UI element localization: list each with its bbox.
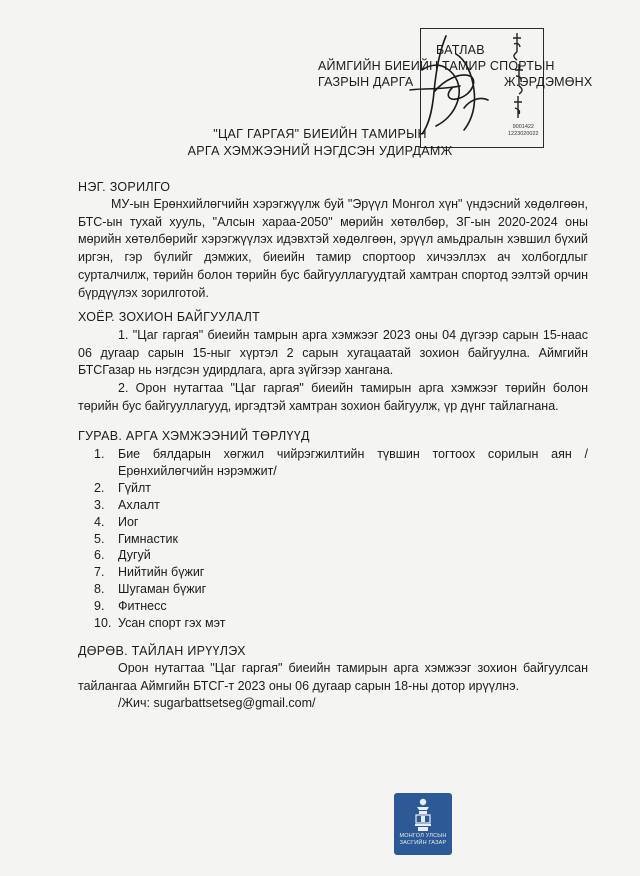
section1-text: МУ-ын Ерөнхийлөгчийн хэрэгжүүлж буй "Эрүүл Монгол хүн" үндэсний хөдөлгөөн, БТС-ын тухай хууль, "Алсын хараа-2050" мөрийн хөтөлбөр, ЗГ-ын 2020-2024 оны мөрийн хөтөлбөрийг хэрэгжүүлэх идэвхтэй хөдөлгөөн, эрүүл амьдралын хэвшил бүхий иргэн, гэр бүлийг дэмжих, биеийн тамир спортоор хичээллэх ач холбогдлыг сурталчилж, төрийн болон төрийн бус байгууллагуудтай хамтран спортод ээлтэй орчин бүрдүүлэх зорилготой.: [78, 197, 588, 300]
approval-label: БАТЛАВ: [436, 43, 485, 57]
section1-heading: НЭГ. ЗОРИЛГО: [78, 180, 171, 194]
document-title-line2: АРГА ХЭМЖЭЭНИЙ НЭГДСЭН УДИРДАМЖ: [187, 144, 453, 158]
emblem-caption-line1: МОНГОЛ УЛСЫН: [399, 833, 447, 839]
section3-heading: ГУРАВ. АРГА ХЭМЖЭЭНИЙ ТӨРЛҮҮД: [78, 429, 310, 443]
emblem-caption-line2: ЗАСГИЙН ГАЗАР: [399, 840, 447, 846]
approval-org-line: АЙМГИЙН БИЕИЙН ТАМИР СПОРТЫН: [318, 59, 555, 73]
list-item: 2. Гүйлт: [94, 480, 152, 495]
emblem-caption: [392, 833, 454, 847]
section4-heading: ДӨРӨВ. ТАЙЛАН ИРҮҮЛЭХ: [78, 644, 246, 658]
contact-email-line: /Жич: sugarbattsetseg@gmail.com/: [118, 696, 316, 710]
list-item: 6. Дугуй: [94, 548, 151, 563]
list-item: 4. Иог: [94, 514, 139, 529]
activity-list: [94, 446, 588, 632]
list-item: 5. Гимнастик: [94, 531, 178, 546]
list-item: 1. Бие бялдарын хөгжил чийрэгжилтийн түвшин тогтоох сорилын аян /Ерөнхийлөгчийн нэрэмжит/: [94, 447, 588, 478]
list-item: 3. Ахлалт: [94, 497, 160, 512]
approval-position-line: ГАЗРЫН ДАРГА: [318, 75, 414, 89]
stamp-code-2: 1223020022: [508, 131, 539, 137]
list-item: 8. Шугаман бүжиг: [94, 582, 207, 597]
section2-paragraph-2: 2. Орон нутагтаа "Цаг гаргая" биеийн тамирын арга хэмжээг төрийн болон төрийн бус байгууллагууд, иргэдтэй хамтран зохион байгуулж, үр дүнг тайлагнана.: [78, 381, 588, 413]
list-item: 7. Нийтийн бүжиг: [94, 565, 205, 580]
section2-heading: ХОЁР. ЗОХИОН БАЙГУУЛАЛТ: [78, 310, 261, 324]
section2-paragraph-1: 1. "Цаг гаргая" биеийн тамрын арга хэмжээг 2023 оны 04 дүгээр сарын 15-наас 06 дугаар сарын 15-ныг хүртэл 2 сарын хугацаатай зохион байгуулна. Аймгийн БТСГазар нь нэгдсэн удирдлага, арга зүйгээр хангана.: [78, 328, 588, 378]
approval-signer-name: Ж.ЭРДЭМӨНХ: [504, 75, 593, 89]
section4-text: Орон нутагтаа "Цаг гаргая" биеийн тамирын арга хэмжээг зохион байгуулсан тайлангаа Аймгийн БТСГ-т 2023 оны 06 дугаар сарын 18-ны дотор ирүүлнэ.: [78, 661, 588, 693]
list-item: 10. Усан спорт гэх мэт: [94, 616, 226, 631]
document-title-line1: "ЦАГ ГАРГАЯ" БИЕИЙН ТАМИРЫН: [213, 127, 427, 141]
stamp-code-1: 9001422: [512, 124, 534, 130]
list-item: 9. Фитнесс: [94, 599, 167, 614]
